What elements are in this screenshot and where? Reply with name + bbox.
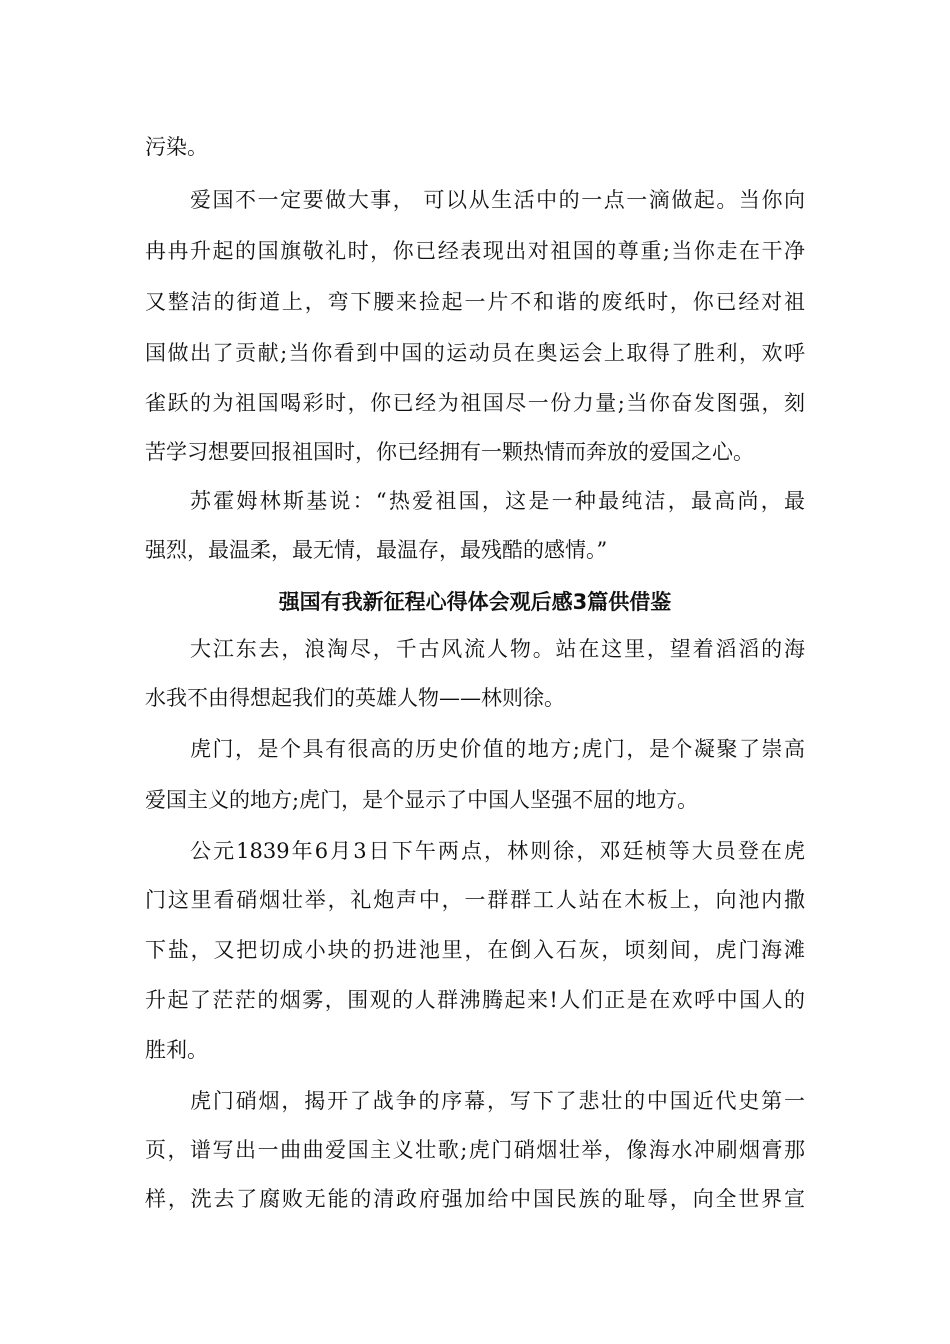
paragraph-line: 冉冉升起的国旗敬礼时，你已经表现出对祖国的尊重;当你走在干净 <box>145 239 805 263</box>
section-heading: 强国有我新征程心得体会观后感3篇供借鉴 <box>278 590 672 614</box>
paragraph-line: 国做出了贡献;当你看到中国的运动员在奥运会上取得了胜利，欢呼 <box>145 341 805 365</box>
paragraph-line: 又整洁的街道上，弯下腰来捡起一片不和谐的废纸时，你已经对祖 <box>145 290 805 314</box>
paragraph-line: 升起了茫茫的烟雾，围观的人群沸腾起来!人们正是在欢呼中国人的 <box>145 988 805 1012</box>
paragraph-line: 水我不由得想起我们的英雄人物——林则徐。 <box>145 686 565 710</box>
paragraph-line: 雀跃的为祖国喝彩时，你已经为祖国尽一份力量;当你奋发图强，刻 <box>145 391 805 415</box>
paragraph-line: 页，谱写出一曲曲爱国主义壮歌;虎门硝烟壮举，像海水冲刷烟膏那 <box>145 1138 805 1162</box>
paragraph-line: 爱国不一定要做大事， 可以从生活中的一点一滴做起。当你向 <box>190 188 805 212</box>
paragraph-line: 虎门，是个具有很高的历史价值的地方;虎门，是个凝聚了崇高 <box>190 737 805 761</box>
paragraph-line: 污染。 <box>145 135 208 159</box>
paragraph-line: 大江东去，浪淘尽，千古风流人物。站在这里，望着滔滔的海 <box>190 637 805 661</box>
paragraph-line: 强烈，最温柔，最无情，最温存，最残酷的感情。” <box>145 538 608 562</box>
paragraph-line: 虎门硝烟，揭开了战争的序幕，写下了悲壮的中国近代史第一 <box>190 1089 805 1113</box>
paragraph-line: 样，洗去了腐败无能的清政府强加给中国民族的耻辱，向全世界宣 <box>145 1187 805 1211</box>
paragraph-line: 公元1839年6月3日下午两点，林则徐，邓廷桢等大员登在虎 <box>190 839 805 863</box>
paragraph-line: 苦学习想要回报祖国时，你已经拥有一颗热情而奔放的爱国之心。 <box>145 440 754 464</box>
paragraph-line: 下盐，又把切成小块的扔进池里，在倒入石灰，顷刻间，虎门海滩 <box>145 938 805 962</box>
paragraph-line: 胜利。 <box>145 1038 208 1062</box>
paragraph-line: 爱国主义的地方;虎门，是个显示了中国人坚强不屈的地方。 <box>145 788 699 812</box>
paragraph-line: 门这里看硝烟壮举，礼炮声中，一群群工人站在木板上，向池内撒 <box>145 888 805 912</box>
paragraph-line: 苏霍姆林斯基说：“热爱祖国，这是一种最纯洁，最高尚，最 <box>190 489 805 513</box>
